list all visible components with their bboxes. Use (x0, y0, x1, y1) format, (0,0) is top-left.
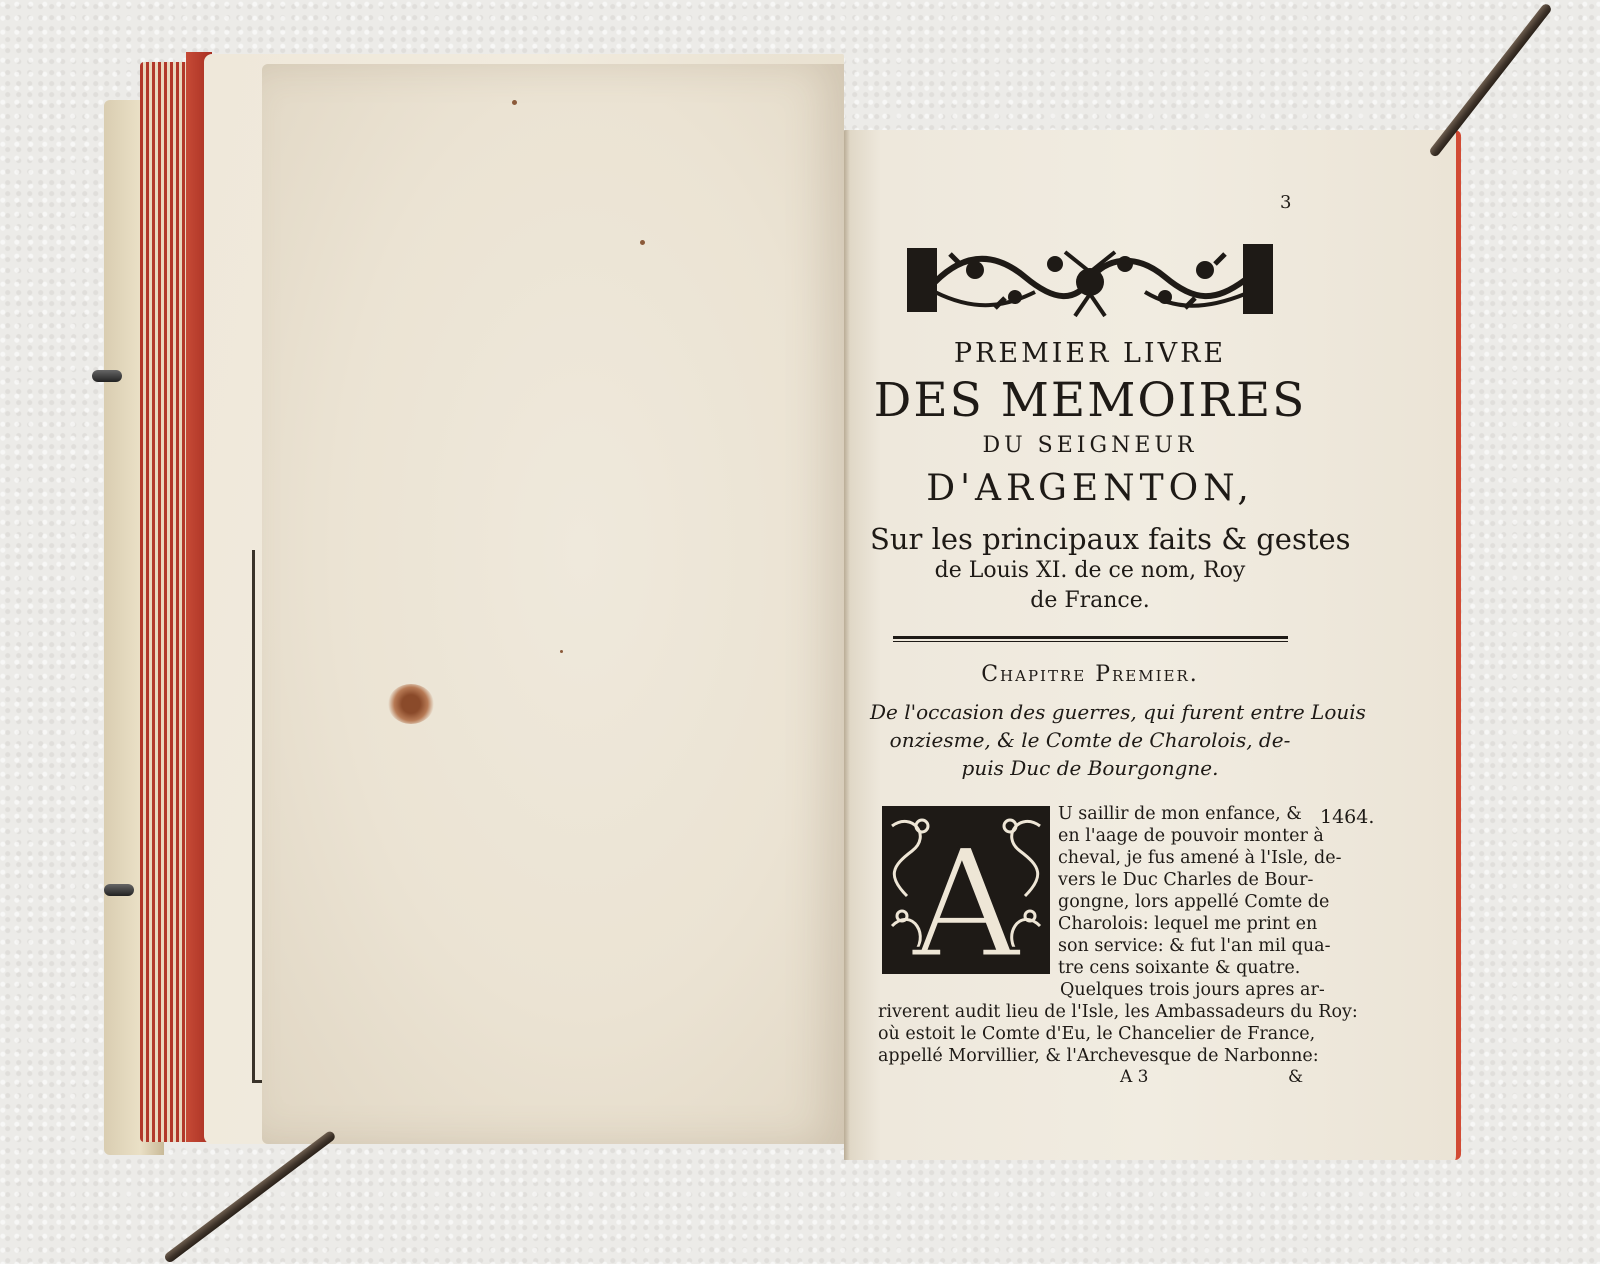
title-argenton: D'ARGENTON, (926, 468, 1254, 509)
title-de-france: de France. (1030, 588, 1150, 613)
title-rule-thin (893, 641, 1288, 642)
title-subtitle: Sur les principaux faits & gestes (870, 522, 1351, 556)
ink-spot (560, 650, 563, 653)
chapter-heading: Chapitre Premier. (981, 662, 1199, 687)
ink-spot (512, 100, 517, 105)
signature-mark: A 3 (1120, 1067, 1149, 1087)
page-number: 3 (1280, 192, 1292, 213)
body-line: son service: & fut l'an mil qua- (1058, 936, 1331, 956)
body-line: U saillir de mon enfance, & (1058, 804, 1302, 824)
chapter-summary-line: puis Duc de Bourgongne. (961, 756, 1219, 780)
holder-rod-bottom (163, 1130, 337, 1264)
holder-peg-upper (92, 370, 122, 382)
floral-headpiece-ornament (905, 242, 1275, 320)
body-line: riverent audit lieu de l'Isle, les Ambassadeurs du Roy: (878, 1002, 1358, 1022)
title-des-memoires: DES MEMOIRES (873, 373, 1307, 428)
body-line: appellé Morvillier, & l'Archevesque de Narbonne: (878, 1046, 1319, 1066)
title-louis-xi: de Louis XI. de ce nom, Roy (934, 558, 1246, 583)
margin-year: 1464. (1320, 806, 1375, 828)
catchword: & (1288, 1067, 1304, 1087)
body-line: vers le Duc Charles de Bour- (1058, 870, 1314, 890)
decorated-initial (882, 806, 1050, 974)
body-line: Quelques trois jours apres ar- (1060, 980, 1325, 1000)
body-line: où estoit le Comte d'Eu, le Chancelier de France, (878, 1024, 1316, 1044)
ink-spot (640, 240, 645, 245)
drop-cap-letter: A (911, 818, 1021, 974)
title-du-seigneur: DU SEIGNEUR (982, 433, 1198, 458)
title-rule (893, 636, 1288, 639)
body-line: en l'aage de pouvoir monter à (1058, 826, 1324, 846)
chapter-summary-line: De l'occasion des guerres, qui furent entre Louis (870, 700, 1366, 724)
body-line: tre cens soixante & quatre. (1058, 958, 1301, 978)
holder-peg-lower (104, 884, 134, 896)
chapter-summary-line: onziesme, & le Comte de Charolois, de- (889, 728, 1291, 752)
title-premier-livre: PREMIER LIVRE (953, 338, 1227, 369)
foxing-stain (388, 684, 434, 724)
gutter-shadow (844, 130, 850, 1160)
holder-rod-top (1428, 2, 1553, 158)
left-page-blank (262, 64, 844, 1144)
body-line: cheval, je fus amené à l'Isle, de- (1058, 848, 1342, 868)
body-line: gongne, lors appellé Comte de (1058, 892, 1330, 912)
body-line: Charolois: lequel me print en (1058, 914, 1318, 934)
